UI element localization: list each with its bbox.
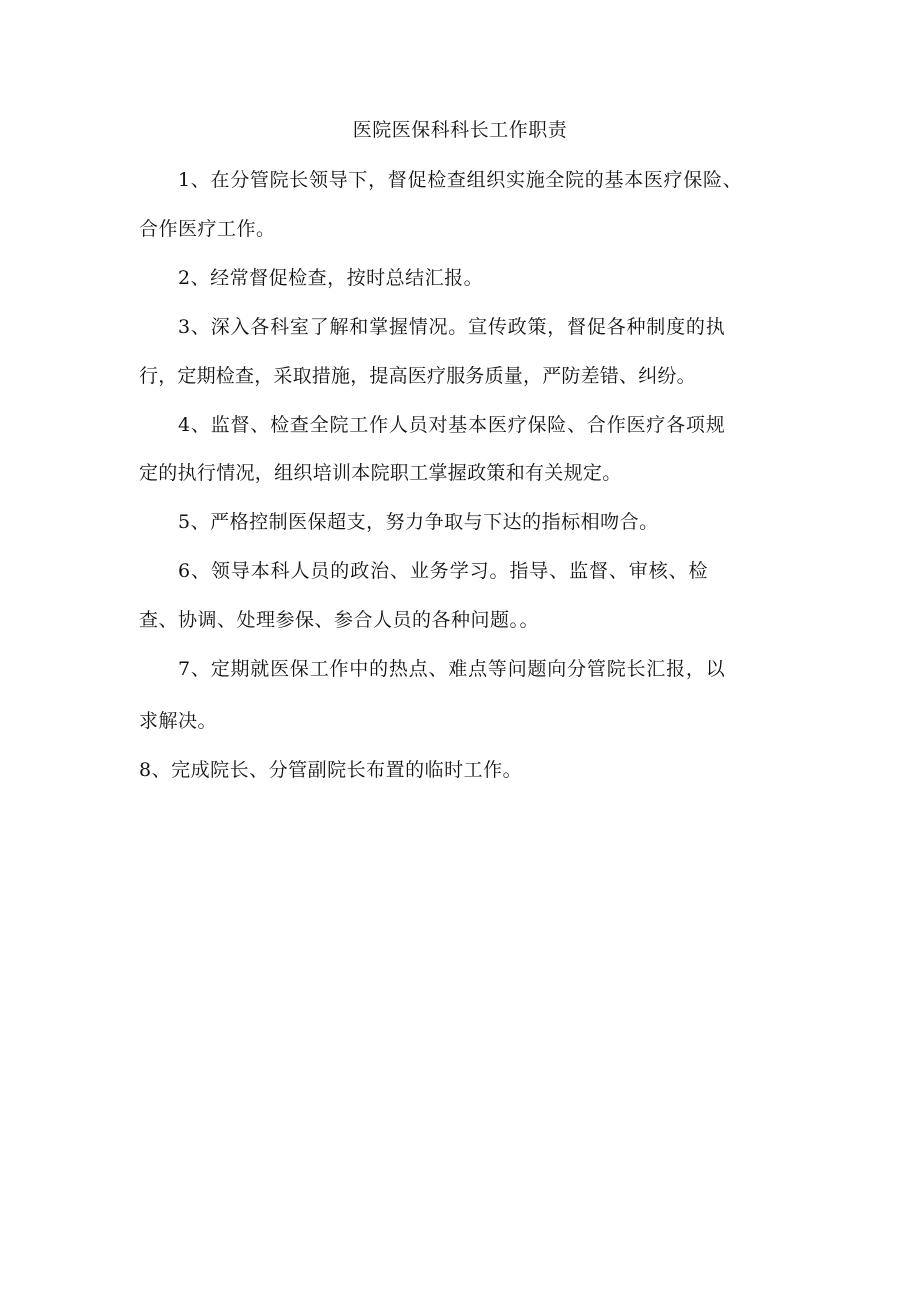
duty-6-line-1: 6、领导本科人员的政治、业务学习。指导、监督、审核、检 [178,560,709,582]
duty-2-line-1: 2、经常督促检查，按时总结汇报。 [178,267,484,289]
duty-7-line-1: 7、定期就医保工作中的热点、难点等问题向分管院长汇报，以 [178,658,726,680]
duty-1-line-1: 1、在分管院长领导下，督促检查组织实施全院的基本医疗保险、 [178,169,743,191]
duty-1-line-2: 合作医疗工作。 [139,218,276,240]
duty-3-line-1: 3、深入各科室了解和掌握情况。宣传政策，督促各种制度的执 [178,316,726,338]
document-title: 医院医保科科长工作职责 [352,119,568,141]
duty-6-line-2: 查、协调、处理参保、参合人员的各种问题。。 [139,609,540,631]
duty-4-line-2: 定的执行情况，组织培训本院职工掌握政策和有关规定。 [139,462,622,484]
duty-3-line-2: 行，定期检查，采取措施，提高医疗服务质量，严防差错、纠纷。 [139,365,696,387]
duty-7-line-2: 求解决。 [139,710,218,732]
duty-5-line-1: 5、严格控制医保超支，努力争取与下达的指标相吻合。 [178,511,659,533]
duty-8-line-1: 8、完成院长、分管副院长布置的临时工作。 [139,759,523,781]
duty-4-line-1: 4、监督、检查全院工作人员对基本医疗保险、合作医疗各项规 [178,414,726,436]
